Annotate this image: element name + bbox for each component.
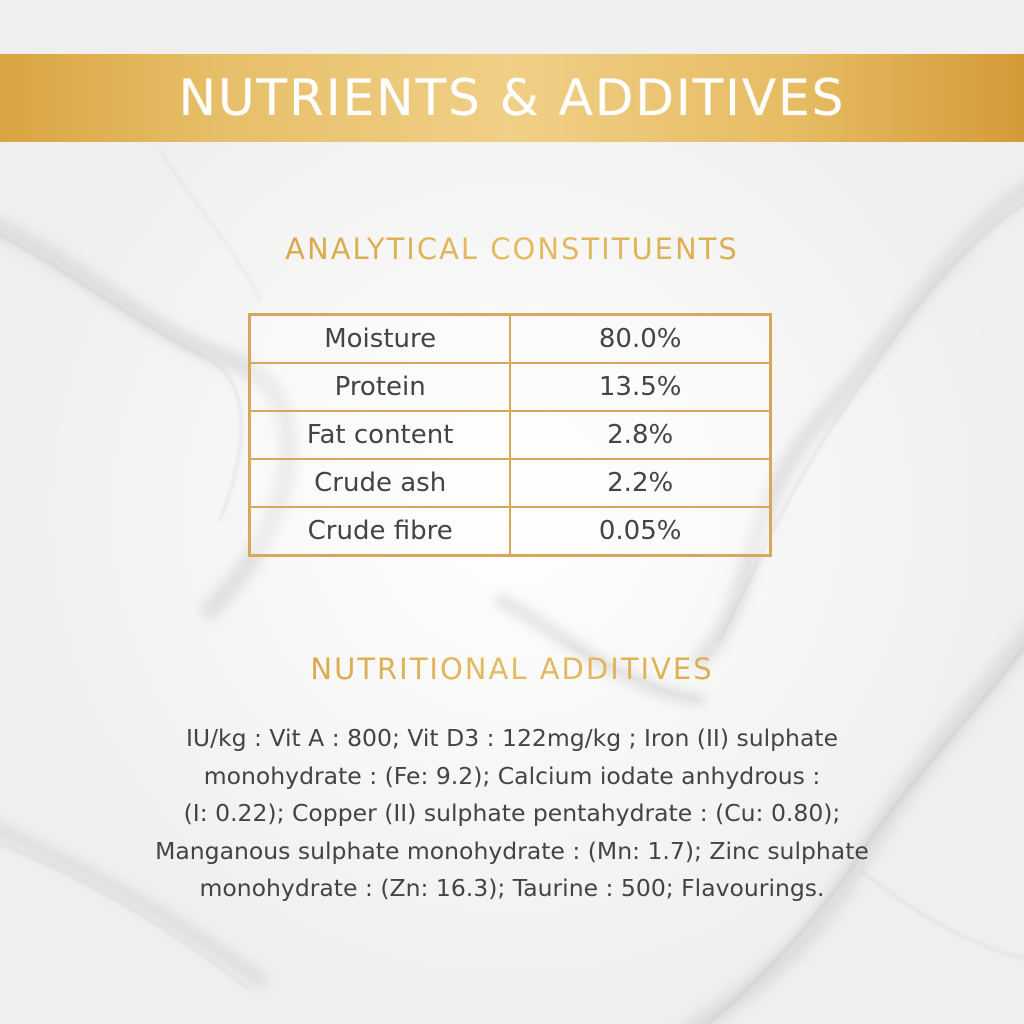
constituent-value: 2.8% (510, 411, 770, 459)
additives-line: (I: 0.22); Copper (II) sulphate pentahydrate : (Cu: 0.80); (183, 799, 841, 827)
constituent-value: 0.05% (510, 507, 770, 556)
additives-line: IU/kg : Vit A : 800; Vit D3 : 122mg/kg ; Iron (II) sulphate (185, 724, 839, 752)
table-row (250, 315, 771, 364)
table-row (250, 411, 771, 459)
nutritional-additives-text (60, 720, 964, 908)
constituent-name: Crude ash (250, 459, 511, 507)
header-banner (0, 54, 1024, 142)
additives-line: monohydrate : (Zn: 16.3); Taurine : 500; Flavourings. (199, 874, 825, 902)
table-row (250, 507, 771, 556)
constituent-value: 80.0% (510, 315, 770, 364)
constituent-name: Protein (250, 363, 511, 411)
table-row (250, 459, 771, 507)
analytical-constituents-heading: ANALYTICAL CONSTITUENTS (0, 232, 1024, 266)
constituent-value: 13.5% (510, 363, 770, 411)
constituent-name: Fat content (250, 411, 511, 459)
constituent-name: Moisture (250, 315, 511, 364)
nutritional-additives-heading: NUTRITIONAL ADDITIVES (0, 652, 1024, 686)
constituent-value: 2.2% (510, 459, 770, 507)
banner-title: NUTRIENTS & ADDITIVES (178, 69, 846, 127)
additives-line: monohydrate : (Fe: 9.2); Calcium iodate anhydrous : (203, 761, 821, 790)
analytical-constituents-table (248, 313, 772, 557)
constituent-name: Crude fibre (250, 507, 511, 556)
table-row (250, 363, 771, 411)
additives-line: Manganous sulphate monohydrate : (Mn: 1.7); Zinc sulphate (155, 836, 869, 865)
